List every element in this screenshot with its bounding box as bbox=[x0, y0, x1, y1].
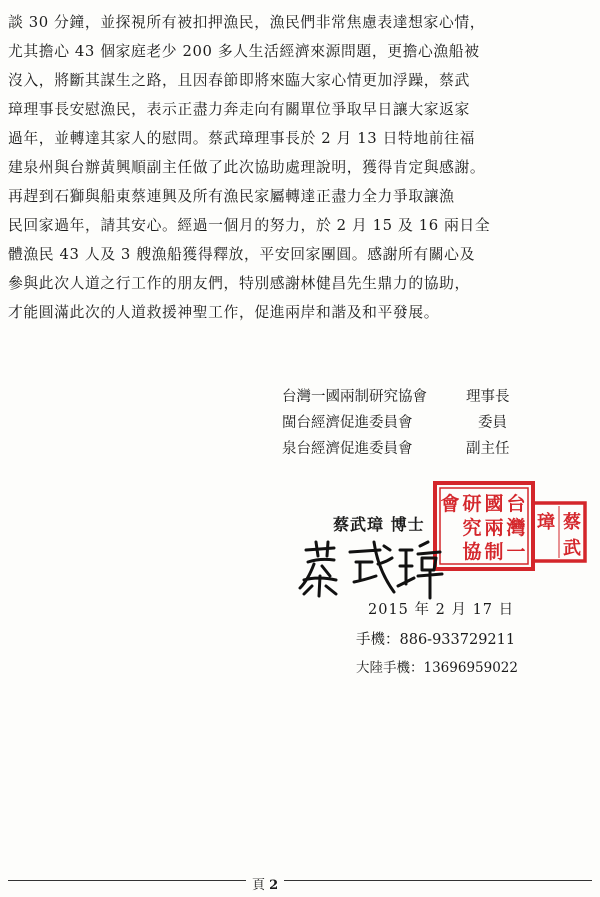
signature-titles bbox=[282, 384, 582, 462]
seal-character: 會 bbox=[440, 493, 460, 515]
seal-character: 灣 bbox=[506, 517, 526, 539]
page-number-value: 2 bbox=[269, 878, 279, 893]
seal-character: 國 bbox=[484, 493, 504, 515]
seal-character: 研 bbox=[462, 493, 482, 515]
body-line: 尤其擔心 43 個家庭老少 200 多人生活經濟來源問題，更擔心漁船被 bbox=[8, 43, 480, 60]
body-line: 體漁民 43 人及 3 艘漁船獲得釋放，平安回家團圓。感謝所有關心及 bbox=[8, 246, 475, 263]
signature-title-row bbox=[282, 384, 582, 410]
position-title: 副主任 bbox=[466, 441, 510, 457]
seal-character: 武 bbox=[563, 538, 581, 559]
body-line: 過年，並轉達其家人的慰問。蔡武璋理事長於 2 月 13 日特地前往福 bbox=[8, 130, 475, 147]
seal-character: 台 bbox=[506, 493, 526, 515]
organization-name: 台灣一國兩制研究協會 bbox=[282, 389, 427, 405]
signature-date: 2015 年 2 月 17 日 bbox=[368, 602, 515, 618]
signature-title-row bbox=[282, 436, 582, 462]
handwritten-signature bbox=[294, 536, 444, 600]
letter-body bbox=[8, 8, 588, 327]
footer-divider bbox=[8, 880, 592, 881]
body-line: 建泉州與台辦黃興順副主任做了此次協助處理說明，獲得肯定與感謝。 bbox=[8, 159, 486, 176]
seal-character: 協 bbox=[462, 541, 482, 563]
seal-character: 制 bbox=[484, 541, 504, 563]
body-line: 談 30 分鐘，並探視所有被扣押漁民，漁民們非常焦慮表達想家心情， bbox=[8, 14, 486, 31]
signer-name: 蔡武璋 博士 bbox=[333, 515, 425, 534]
body-line: 再趕到石獅與船東蔡連興及所有漁民家屬轉達正盡力全力爭取讓漁 bbox=[8, 188, 455, 205]
body-line: 參與此次人道之行工作的朋友們，特別感謝林健昌先生鼎力的協助， bbox=[8, 275, 470, 292]
organization-name: 泉台經濟促進委員會 bbox=[282, 441, 413, 457]
seal-character: 璋 bbox=[537, 512, 555, 533]
signature-title-row bbox=[282, 410, 582, 436]
seal-character: 蔡 bbox=[563, 512, 581, 533]
seal-character: 究 bbox=[462, 517, 482, 539]
page-label: 頁 bbox=[252, 878, 266, 893]
organization-name: 閩台經濟促進委員會 bbox=[282, 415, 413, 431]
body-line: 才能圓滿此次的人道救援神聖工作，促進兩岸和諧及和平發展。 bbox=[8, 304, 440, 321]
body-line: 璋理事長安慰漁民，表示正盡力奔走向有關單位爭取早日讓大家返家 bbox=[8, 101, 470, 118]
organization-seal bbox=[432, 480, 536, 572]
body-line: 沒入，將斷其謀生之路，且因春節即將來臨大家心情更加浮躁，蔡武 bbox=[8, 72, 470, 89]
seal-character: 一 bbox=[506, 541, 526, 563]
body-line: 民回家過年，請其安心。經過一個月的努力，於 2 月 15 及 16 兩日全 bbox=[8, 217, 491, 234]
taiwan-mobile: 手機：886-933729211 bbox=[356, 632, 516, 648]
page-number bbox=[246, 874, 284, 893]
seal-character: 兩 bbox=[484, 517, 504, 539]
mainland-mobile: 大陸手機：13696959022 bbox=[356, 660, 518, 676]
position-title: 委員 bbox=[478, 415, 507, 431]
personal-seal bbox=[530, 500, 588, 564]
position-title: 理事長 bbox=[466, 389, 510, 405]
